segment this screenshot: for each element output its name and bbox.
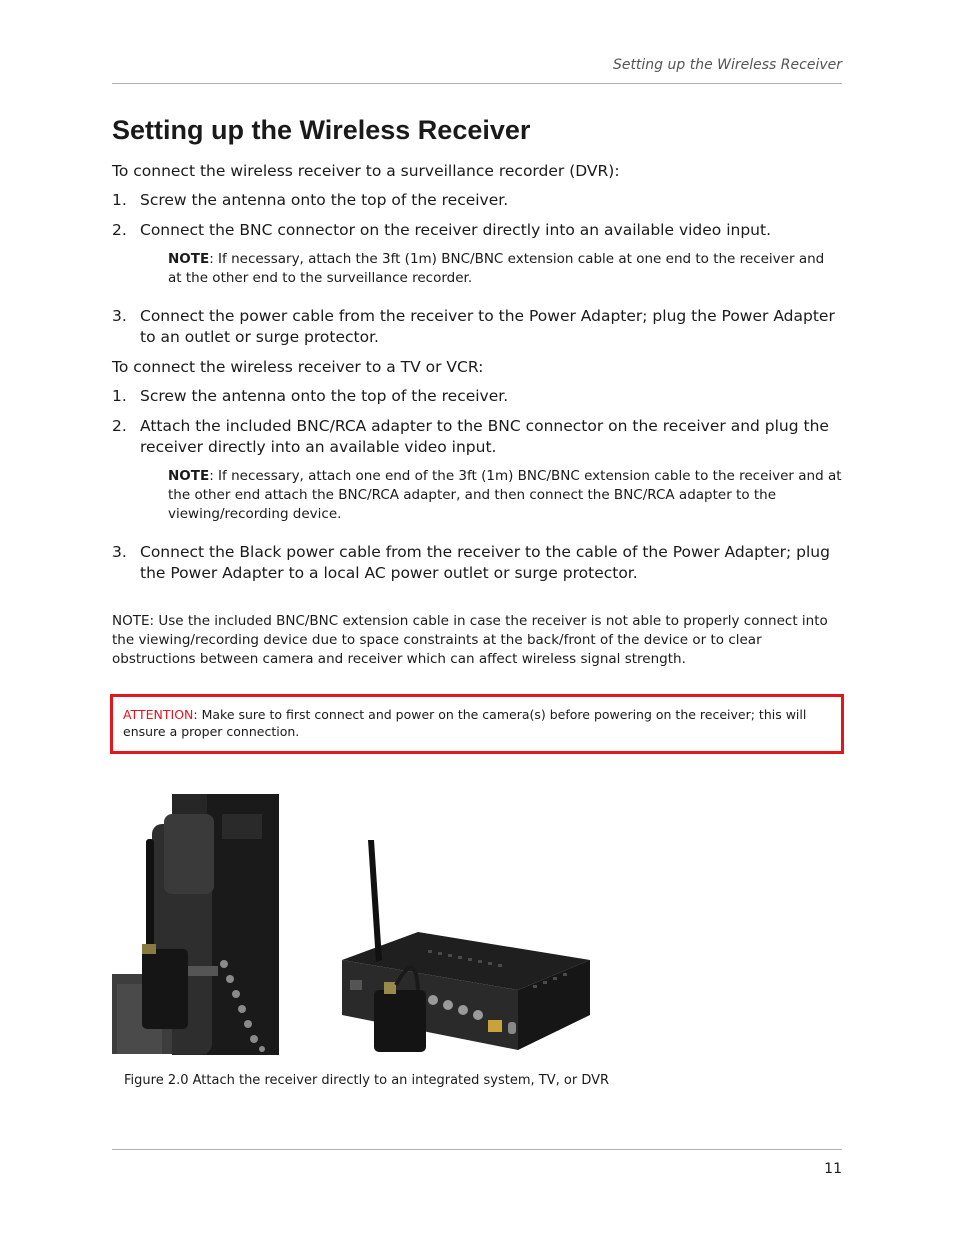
step-text: Attach the included BNC/RCA adapter to the BNC connector on the receiver and plug the receiver directly into an available video input. [140,417,829,456]
note-text: : If necessary, attach the 3ft (1m) BNC/BNC extension cable at one end to the receiver and at the other end to the surveillance recorder. [168,251,825,286]
step-number: 2. [112,221,127,239]
tv-step-2 [112,416,842,458]
tv-note [168,467,842,524]
header-rule [112,83,842,84]
figure-caption: Figure 2.0 Attach the receiver directly to an integrated system, TV, or DVR [124,1073,610,1088]
tv-step-1 [112,386,842,407]
dvr-step-3 [112,306,842,348]
dvr-step-2 [112,220,842,241]
dvr-note [168,250,842,288]
page-title: Setting up the Wireless Receiver [112,115,531,145]
receiver-on-dvr-photo [338,840,592,1056]
general-note [112,612,842,669]
step-number: 2. [112,417,127,435]
note-label: NOTE [168,468,210,484]
page-number: 11 [824,1161,842,1177]
note-label: NOTE [168,251,210,267]
step-text: Connect the power cable from the receiver to the Power Adapter; plug the Power Adapter to an outlet or surge protector. [140,307,835,346]
step-number: 1. [112,387,127,405]
tv-step-3 [112,542,842,584]
note-text: : If necessary, attach one end of the 3ft (1m) BNC/BNC extension cable to the receiver and at the other end attach the BNC/RCA adapter, and then connect the BNC/RCA adapter to the viewing/recording device. [168,468,842,522]
receiver-on-monitor-photo [112,794,279,1055]
step-text: Screw the antenna onto the top of the receiver. [140,191,509,209]
tv-section-heading: To connect the wireless receiver to a TV or VCR: [112,358,484,376]
attention-box [110,694,844,754]
dvr-section-heading: To connect the wireless receiver to a surveillance recorder (DVR): [112,162,620,180]
page-content [112,113,842,754]
step-text: Screw the antenna onto the top of the receiver. [140,387,509,405]
general-note-text: Use the included BNC/BNC extension cable in case the receiver is not able to properly connect into the viewing/recording device due to space constraints at the back/front of the device or to clear obstructions between camera and receiver which can affect wireless signal strength. [112,613,828,667]
step-number: 1. [112,191,127,209]
attention-text: : Make sure to first connect and power on the camera(s) before powering on the receiver; this will ensure a proper connection. [123,707,807,739]
step-number: 3. [112,307,127,325]
step-text: Connect the BNC connector on the receiver directly into an available video input. [140,221,772,239]
general-note-label: NOTE: [112,613,155,629]
step-text: Connect the Black power cable from the receiver to the cable of the Power Adapter; plug the Power Adapter to a local AC power outlet or surge protector. [140,543,830,582]
attention-label: ATTENTION [123,707,194,722]
step-number: 3. [112,543,127,561]
footer-rule [112,1149,842,1150]
dvr-step-1 [112,190,842,211]
running-header: Setting up the Wireless Receiver [612,57,842,73]
